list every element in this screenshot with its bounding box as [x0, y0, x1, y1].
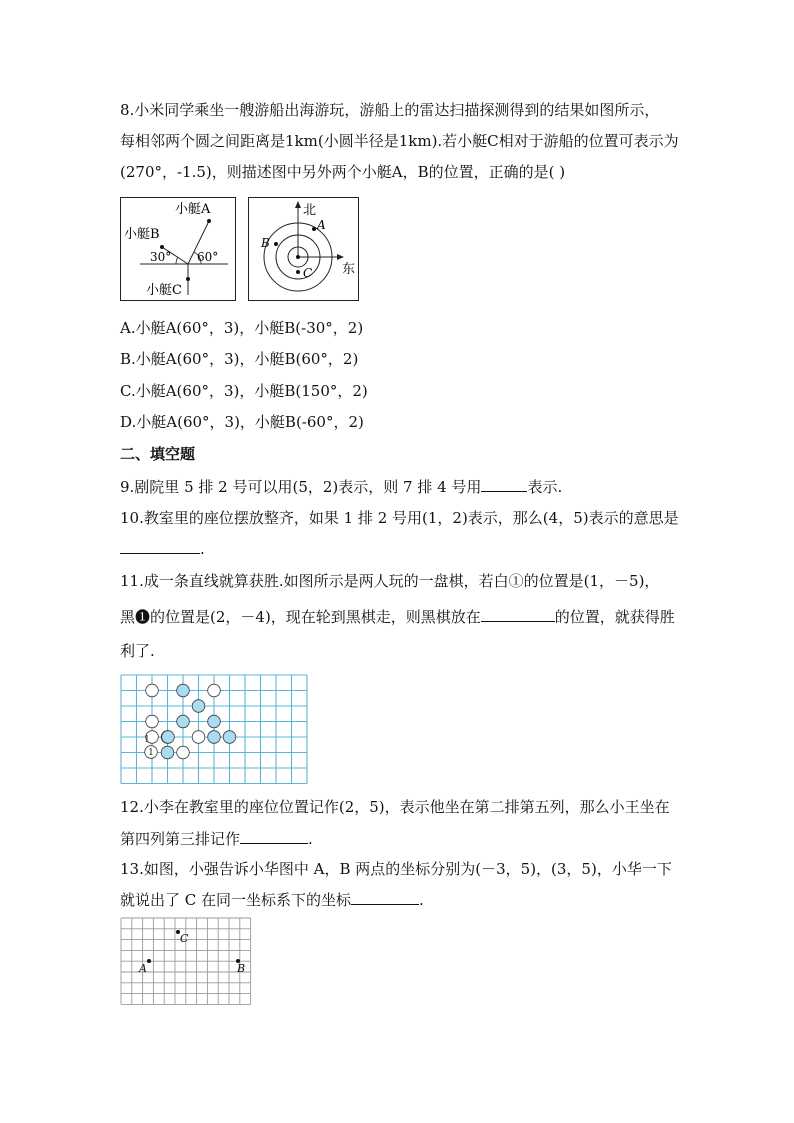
q9-answer-blank[interactable] — [481, 475, 527, 492]
q8-option-d: D.小艇A(60°，3)，小艇B(-60°，2) — [120, 413, 364, 431]
q11-text-line1: 11.成一条直线就算获胜.如图所示是两人玩的一盘棋，若白①的位置是(1，－5)， — [120, 572, 660, 590]
q13-text-after: . — [419, 891, 424, 909]
east-label: 东 — [342, 262, 356, 277]
north-label: 北 — [303, 203, 317, 218]
q9-text-before: 9.剧院里 5 排 2 号可以用(5，2)表示，则 7 排 4 号用 — [120, 478, 482, 496]
q13-text-before: 就说出了 C 在同一坐标系下的坐标 — [120, 891, 352, 909]
q8-option-b: B.小艇A(60°，3)，小艇B(60°，2) — [120, 350, 359, 368]
black-stone — [161, 746, 174, 759]
boat-b-label: 小艇B — [124, 227, 160, 242]
white-stone — [146, 715, 159, 728]
white-stone-1-label: 1 — [148, 748, 154, 758]
black-stone — [192, 700, 205, 713]
point-c-label: C — [180, 932, 189, 945]
q10-text-end: . — [200, 540, 205, 558]
q8-text-line3: (270°，-1.5)，则描述图中另外两个小艇A，B的位置，正确的是( ) — [120, 163, 566, 181]
radar-c-dot — [296, 270, 300, 274]
q11-answer-blank[interactable] — [481, 605, 555, 622]
q8-text-line1: 8.小米同学乘坐一艘游船出海游玩，游船上的雷达扫描探测得到的结果如图所示， — [120, 101, 660, 119]
boat-c-label: 小艇C — [146, 283, 182, 298]
angle-60-label: 60° — [197, 250, 219, 264]
q8-text-line2: 每相邻两个圆之间距离是1km(小圆半径是1km).若小艇C相对于游船的位置可表示为 — [120, 132, 679, 150]
black-stone — [177, 684, 190, 697]
q11-text-line2 — [120, 605, 675, 628]
q11-text-after: 的位置，就获得胜 — [554, 608, 675, 626]
point-a-label: A — [139, 962, 147, 975]
q9-text — [120, 475, 562, 498]
q13-text-line2 — [120, 888, 424, 911]
q12-text-line1: 12.小李在教室里的座位位置记作(2，5)，表示他坐在第二排第五列，那么小王坐在 — [120, 798, 670, 816]
radar-c-label: C — [303, 266, 313, 280]
black-stone — [177, 715, 190, 728]
q13-text-line1: 13.如图，小强告诉小华图中 A，B 两点的坐标分别为(－3，5)，(3，5)，小华一下 — [120, 860, 672, 878]
boat-a-dot — [207, 219, 211, 223]
radar-b-label: B — [261, 236, 270, 250]
white-stone — [192, 731, 205, 744]
white-stone — [177, 746, 190, 759]
q10-text-line2 — [120, 537, 205, 560]
boat-a-label: 小艇A — [175, 202, 211, 217]
q8-angle-figure — [120, 197, 236, 301]
q12-text-before: 第四列第三排记作 — [120, 830, 241, 848]
coordinate-grid-figure — [120, 916, 252, 1006]
q11-text-line3: 利了. — [120, 642, 155, 660]
q9-text-after: 表示. — [527, 478, 563, 496]
ship-center-dot — [296, 255, 300, 259]
q11-text-before: 黑❶的位置是(2，－4)，现在轮到黑棋走，则黑棋放在 — [120, 608, 481, 626]
angle-30-label: 30° — [150, 250, 172, 264]
east-arrow-icon — [337, 254, 344, 260]
q8-radar-figure — [248, 197, 359, 301]
black-stone — [208, 731, 221, 744]
radar-a-dot — [312, 227, 316, 231]
q8-option-c: C.小艇A(60°，3)，小艇B(150°，2) — [120, 382, 368, 400]
q13-answer-blank[interactable] — [351, 888, 419, 905]
black-stone — [223, 731, 236, 744]
black-stone-1-label: 1 — [144, 735, 150, 745]
section-heading: 二、填空题 — [120, 445, 196, 463]
q10-text-line1: 10.教室里的座位摆放整齐，如果 1 排 2 号用(1，2)表示，那么(4，5)表示的意思是 — [120, 509, 679, 527]
white-stone — [146, 684, 159, 697]
point-a-dot — [147, 959, 151, 963]
north-arrow-icon — [295, 201, 301, 208]
white-stone — [208, 684, 221, 697]
boat-b-dot — [160, 245, 164, 249]
q8-option-a: A.小艇A(60°，3)，小艇B(-30°，2) — [120, 319, 364, 337]
radar-b-dot — [274, 242, 278, 246]
q12-answer-blank[interactable] — [240, 827, 308, 844]
q10-answer-blank[interactable] — [120, 537, 200, 554]
radar-a-label: A — [317, 218, 326, 232]
black-stone-1-marker — [162, 731, 175, 744]
go-board-figure — [120, 674, 308, 784]
boat-c-dot — [186, 277, 190, 281]
black-stone — [208, 715, 221, 728]
point-b-label: B — [237, 962, 246, 975]
q12-text-line2 — [120, 827, 313, 850]
q12-text-after: . — [308, 830, 313, 848]
